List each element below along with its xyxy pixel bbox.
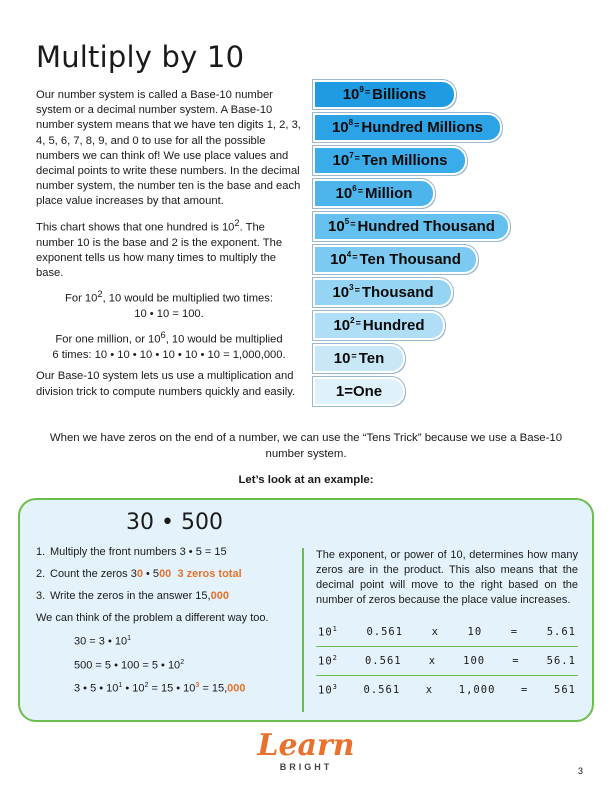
text: = 15, [199, 682, 228, 695]
place-value-label: Hundred Thousand [357, 218, 495, 235]
equals-sign: = [355, 317, 361, 328]
step-number: 1. [36, 546, 46, 558]
cell-op: x [425, 684, 434, 696]
power-of-ten [318, 625, 338, 639]
example-problem: 30 • 500 [126, 510, 223, 535]
equals-sign: = [354, 152, 360, 163]
exponent: 1 [118, 682, 123, 690]
place-value-label: Ten [358, 350, 385, 367]
example-heading: Let’s look at an example: [238, 474, 374, 486]
equals-sign: = [352, 251, 358, 262]
place-value-label: Ten Thousand [359, 251, 461, 268]
equals-sign: = [364, 86, 371, 97]
cell-r: 5.61 [546, 626, 576, 638]
intro-text [36, 88, 302, 406]
alternate-intro: We can think of the problem a different way too. [36, 612, 269, 624]
text: 6 times: 10 • 10 • 10 • 10 • 10 • 10 = 1,000,000. [52, 349, 286, 362]
place-value-bar [313, 245, 478, 274]
text: For 10 [65, 292, 98, 305]
text: 3 • 5 • 10 [74, 682, 119, 695]
cell-a: 0.561 [366, 626, 404, 638]
step-text: Multiply the front numbers 3 • 5 = 15 [50, 546, 227, 558]
place-value-label: Ten Millions [361, 152, 448, 169]
place-value-bar [313, 278, 453, 307]
cell-a: 0.561 [364, 655, 402, 667]
logo-sub: BRIGHT [279, 762, 333, 772]
text: 30 = 3 • 10 [74, 635, 128, 648]
equals-sign: = [351, 350, 357, 361]
intro-paragraph-3 [36, 287, 302, 322]
place-value-exponent: 3 [349, 283, 354, 292]
equation-2 [74, 659, 298, 672]
step-3 [36, 590, 298, 602]
cell-r: 561 [554, 684, 576, 696]
place-value-exponent: 6 [352, 184, 357, 193]
page-number: 3 [578, 766, 584, 776]
tens-trick-text: When we have zeros on the end of a number, we can use the “Tens Trick” because we use a Base-10 number system. [49, 432, 563, 460]
equals-sign: = [344, 383, 353, 400]
place-value-label: Hundred Millions [361, 119, 484, 136]
equals-sign: = [357, 185, 363, 196]
place-value-exponent: 7 [349, 151, 354, 160]
place-value-base: 10 [331, 119, 349, 136]
text: For one million, or 10 [55, 334, 161, 347]
cell-eq: = [510, 626, 519, 638]
step-text: Count the zeros 3 [50, 568, 137, 580]
zeros-total: 3 zeros total [177, 568, 242, 580]
equation-1 [74, 635, 298, 648]
table-row [316, 647, 578, 675]
power-exponent: 2 [332, 654, 338, 663]
cell-b: 10 [467, 626, 483, 638]
place-value-bar [313, 212, 510, 241]
intro-paragraph-5: Our Base-10 system lets us use a multiplication and division trick to compute numbers quickly and easily. [36, 370, 296, 398]
power-of-ten [318, 683, 338, 697]
text: , 10 would be multiplied [165, 334, 283, 347]
cell-a: 0.561 [363, 684, 401, 696]
text: • 10 [122, 682, 145, 695]
place-value-base: 10 [328, 218, 345, 235]
place-value-label: Hundred [362, 317, 425, 334]
decimal-table [316, 618, 578, 704]
place-value-base: 10 [342, 86, 360, 103]
highlighted-zeros: 000 [227, 682, 246, 695]
step-1 [36, 546, 298, 558]
highlighted-zeros: 000 [210, 590, 229, 602]
text: , 10 would be multiplied two times: [102, 292, 273, 305]
exponent: 1 [127, 635, 131, 642]
intro-paragraph-1: Our number system is called a Base-10 number system or a decimal number system. A Base-10 number system means that we have ten digits 1, 2, 3, 4, 5, 6, 7, 8, 9, and 0 to use for all the possible numbers we can think of! We use place values and decimal points to write these numbers. In the decimal number system, the number ten is the base and each place value increases by that amount. [36, 89, 301, 208]
learn-bright-logo [256, 730, 356, 784]
example-steps [36, 546, 298, 695]
cell-r: 56.1 [546, 655, 576, 667]
cell-op: x [431, 626, 439, 638]
cell-b: 100 [463, 655, 486, 667]
place-value-bar [313, 80, 456, 109]
place-value-base: 10 [332, 284, 350, 301]
place-value-exponent: 8 [348, 118, 354, 127]
place-value-label: Billions [372, 86, 427, 103]
intro-paragraph-4 [36, 328, 302, 363]
place-value-exponent: 4 [346, 250, 352, 259]
place-value-chart [313, 80, 583, 410]
cell-eq: = [512, 655, 520, 667]
place-value-base: 1 [335, 383, 345, 400]
equals-sign: = [350, 218, 356, 229]
place-value-bar [313, 179, 435, 208]
place-value-base: 10 [333, 317, 351, 334]
cell-b: 1,000 [458, 684, 496, 696]
highlighted-zeros: 00 [159, 568, 172, 580]
place-value-base: 10 [335, 185, 353, 202]
page-title: Multiply by 10 [36, 40, 245, 74]
place-value-bar [313, 113, 502, 142]
power-base: 10 [318, 655, 333, 668]
text: = 15 • 10 [148, 682, 196, 695]
step-text: • 5 [142, 568, 160, 580]
place-value-label: One [352, 383, 383, 400]
example-explanation [316, 548, 578, 704]
logo-word: Learn [257, 728, 355, 763]
step-number: 2. [36, 568, 46, 580]
place-value-bar [313, 344, 405, 373]
equation-3 [74, 682, 298, 695]
power-exponent: 3 [332, 683, 338, 692]
power-base: 10 [318, 684, 333, 697]
place-value-bar [313, 311, 445, 340]
exponent: 2 [234, 217, 240, 228]
place-value-exponent: 9 [359, 85, 364, 94]
place-value-bar [313, 146, 467, 175]
place-value-base: 10 [332, 152, 350, 169]
power-base: 10 [318, 626, 333, 639]
text: This chart shows that one hundred is 10 [36, 221, 235, 234]
exponent: 2 [144, 682, 149, 690]
place-value-exponent: 2 [350, 316, 355, 325]
highlighted-zero: 0 [136, 568, 143, 580]
equals-sign: = [354, 284, 360, 295]
step-text: Write the zeros in the answer 15, [50, 590, 211, 602]
table-row [316, 676, 578, 704]
cell-eq: = [521, 684, 529, 696]
exponent: 2 [180, 658, 185, 666]
place-value-exponent: 5 [344, 217, 350, 226]
step-number: 3. [36, 590, 46, 602]
exponent: 2 [97, 289, 103, 300]
place-value-base: 10 [333, 350, 351, 367]
equals-sign: = [354, 119, 360, 130]
place-value-base: 10 [330, 251, 347, 268]
place-value-label: Thousand [361, 284, 434, 301]
explanation-text: The exponent, or power of 10, determines how many zeros are in the product. This also means that the decimal point will move to the right based on the number of zeros because the place value increases. [316, 549, 578, 606]
column-divider [302, 548, 304, 712]
step-2 [36, 568, 298, 580]
example-box [18, 498, 594, 722]
text: 10 • 10 = 100. [134, 308, 204, 321]
power-of-ten [318, 654, 338, 668]
place-value-label: Million [364, 185, 413, 202]
cell-op: x [428, 655, 437, 667]
text: . The number 10 is the base and 2 is the exponent. The exponent tells us how many times to multiply the base. [36, 221, 283, 279]
power-exponent: 1 [332, 625, 338, 634]
table-row [316, 618, 578, 646]
exponent: 6 [160, 330, 166, 341]
place-value-bar [313, 377, 405, 406]
exponent: 3 [195, 682, 200, 690]
text: 500 = 5 • 100 = 5 • 10 [74, 659, 181, 672]
intro-paragraph-2 [36, 216, 302, 282]
